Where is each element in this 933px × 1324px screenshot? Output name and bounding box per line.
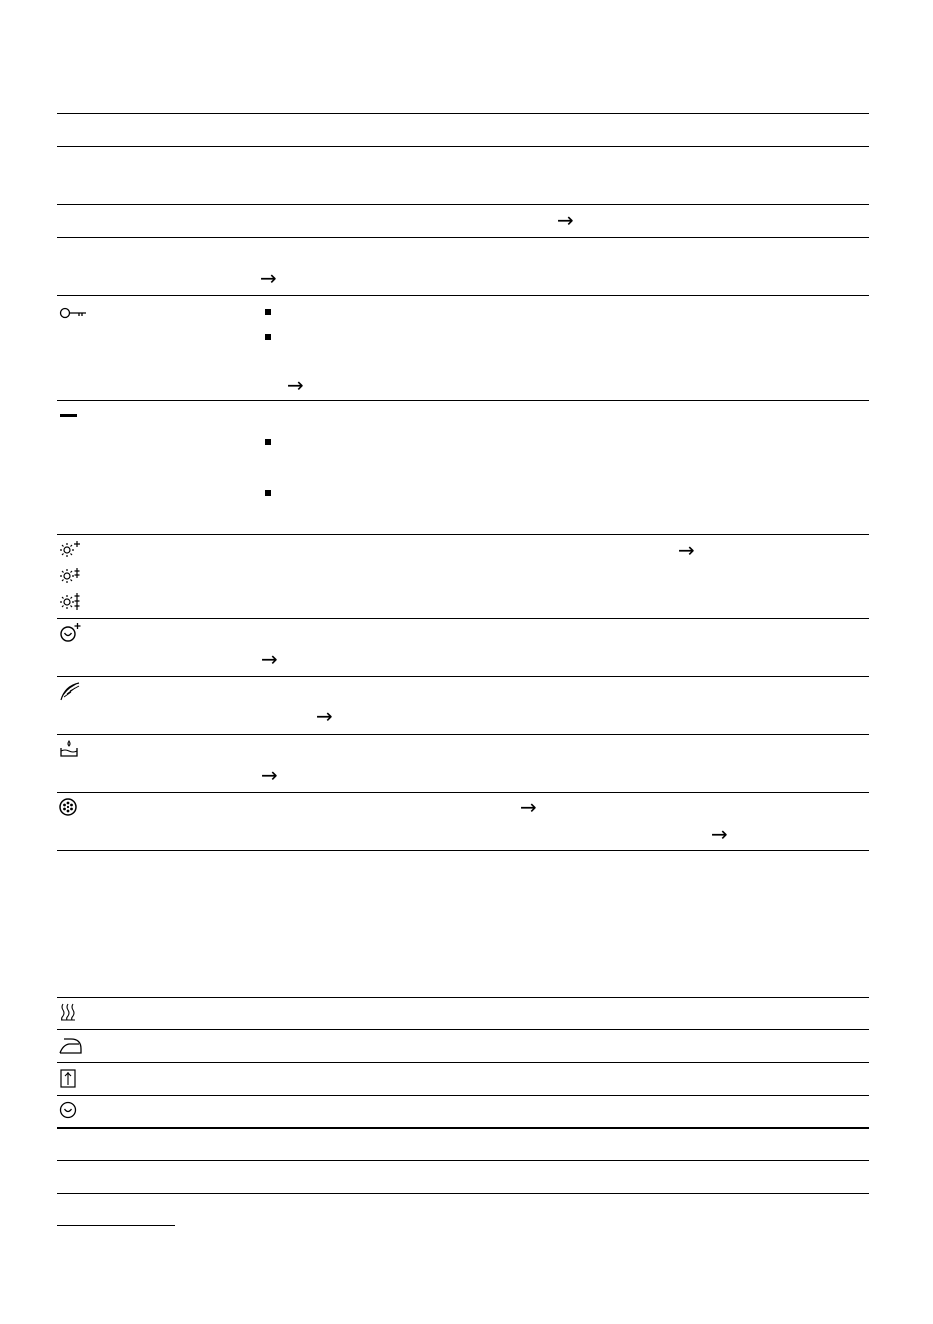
table-row-divider: [57, 734, 869, 735]
table-row-divider: [57, 676, 869, 677]
smile-icon: [59, 1100, 81, 1122]
table-top-rule: [57, 113, 869, 114]
table-row-divider: [57, 534, 869, 535]
minus-icon: [59, 405, 81, 427]
list-bullet: [265, 439, 271, 445]
iron-icon: [59, 1035, 81, 1057]
list-bullet: [265, 309, 271, 315]
arrow-icon: →: [678, 538, 695, 562]
water-basin-icon: [59, 738, 81, 760]
arrow-icon: →: [520, 795, 537, 819]
table-row-divider: [57, 204, 869, 205]
table-row-divider: [57, 1160, 869, 1161]
table-row-divider: [57, 792, 869, 793]
arrow-icon: →: [260, 266, 277, 290]
sun-triple-plus-icon: [59, 591, 81, 613]
table-row-divider: [57, 146, 869, 147]
smile-plus-icon: [59, 622, 81, 644]
door-icon: [59, 1068, 81, 1090]
arrow-icon: →: [261, 647, 278, 671]
key-icon: [59, 303, 81, 325]
arrow-icon: →: [557, 208, 574, 232]
table-row-divider: [57, 295, 869, 296]
table-row-divider: [57, 400, 869, 401]
arrow-icon: →: [261, 763, 278, 787]
arrow-icon: →: [711, 822, 728, 846]
table-row-divider: [57, 1127, 869, 1129]
table-top-rule: [57, 997, 869, 998]
list-bullet: [265, 334, 271, 340]
table-row-divider: [57, 618, 869, 619]
arrow-icon: →: [316, 704, 333, 728]
feather-icon: [59, 680, 81, 702]
footnote-rule: [57, 1225, 175, 1226]
steam-icon: [59, 1002, 81, 1024]
list-bullet: [265, 490, 271, 496]
table-row-divider: [57, 237, 869, 238]
table-row-divider: [57, 1095, 869, 1096]
arrow-icon: →: [287, 373, 304, 397]
drum-icon: [59, 797, 81, 819]
table-bottom-rule: [57, 850, 869, 851]
sun-double-plus-icon: [59, 565, 81, 587]
table-row-divider: [57, 1062, 869, 1063]
table-row-divider: [57, 1029, 869, 1030]
table-bottom-rule: [57, 1193, 869, 1194]
sun-plus-icon: [59, 539, 81, 561]
